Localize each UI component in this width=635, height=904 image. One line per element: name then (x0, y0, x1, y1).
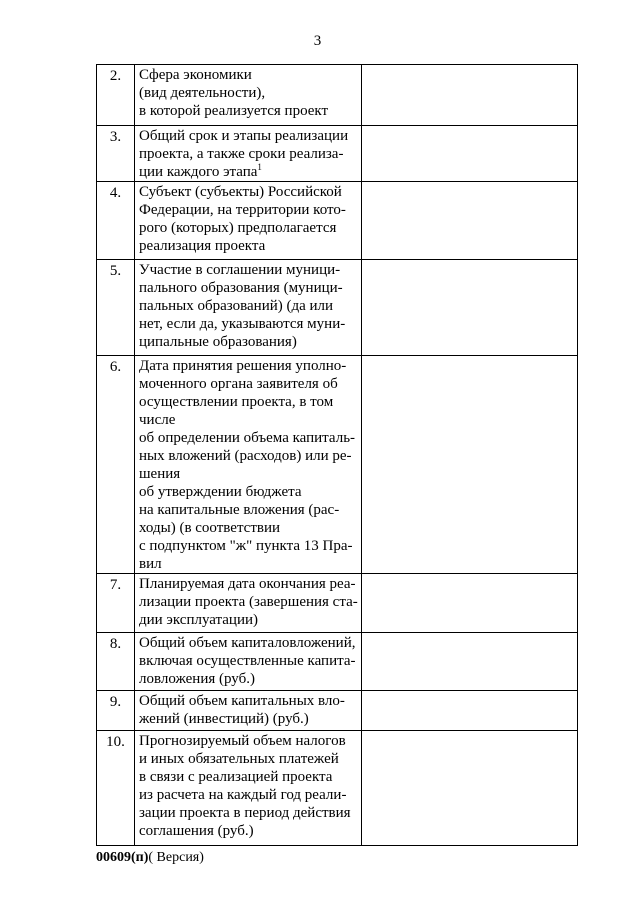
row-label-line (139, 183, 359, 201)
row-label-text: ции каждого этапа (139, 164, 258, 180)
row-number: 7. (97, 574, 135, 633)
row-label-line (139, 447, 359, 465)
row-label-text: ходы) (в соответствии (139, 520, 281, 536)
row-label-text: в связи с реализацией проекта (139, 769, 333, 785)
table-row (97, 356, 578, 574)
row-label-line (139, 634, 359, 652)
row-label-line (139, 465, 359, 483)
row-label-text: об определении объема капиталь- (139, 430, 356, 446)
row-label-text: нет, если да, указываются муни- (139, 316, 346, 332)
row-value-field[interactable] (362, 356, 578, 574)
row-label-line (139, 692, 359, 710)
row-label-text: Прогнозируемый объем налогов (139, 733, 346, 749)
row-label-text: (вид деятельности), (139, 85, 266, 101)
row-label (135, 691, 362, 731)
row-label-text: моченного органа заявителя об (139, 376, 338, 392)
row-label-line (139, 710, 359, 728)
row-label-text: соглашения (руб.) (139, 823, 254, 839)
row-label-text: лизации проекта (завершения ста- (139, 594, 358, 610)
row-label-text: жений (инвестиций) (руб.) (139, 711, 309, 727)
row-label-line (139, 315, 359, 333)
row-number: 9. (97, 691, 135, 731)
document-footer (96, 850, 204, 866)
row-label-line (139, 732, 359, 750)
row-label-line (139, 611, 359, 629)
row-value-field[interactable] (362, 691, 578, 731)
table-row (97, 182, 578, 260)
row-label-line (139, 102, 359, 120)
row-label-line (139, 279, 359, 297)
row-label-line (139, 483, 359, 501)
row-label-line (139, 786, 359, 804)
row-label-line (139, 145, 359, 163)
row-label-text: пального образования (муници- (139, 280, 343, 296)
row-label-text: числе (139, 412, 176, 428)
row-label-text: Планируемая дата окончания реа- (139, 576, 356, 592)
table-row (97, 65, 578, 126)
row-value-field[interactable] (362, 574, 578, 633)
row-label-line (139, 357, 359, 375)
row-number: 2. (97, 65, 135, 126)
row-label-text: ных вложений (расходов) или ре- (139, 448, 352, 464)
row-number: 10. (97, 731, 135, 846)
document-version: ( Версия) (148, 850, 204, 865)
table-row (97, 691, 578, 731)
row-label-text: Общий срок и этапы реализации (139, 128, 349, 144)
table-row (97, 126, 578, 182)
row-label-line (139, 375, 359, 393)
table-row (97, 574, 578, 633)
row-number: 8. (97, 633, 135, 691)
row-label-line (139, 201, 359, 219)
row-label-text: об утверждении бюджета (139, 484, 302, 500)
row-label-text: дии эксплуатации) (139, 612, 259, 628)
row-label-line (139, 393, 359, 411)
row-label (135, 126, 362, 182)
row-label-text: шения (139, 466, 181, 482)
row-label-text: ципальные образования) (139, 334, 297, 350)
row-label-text: из расчета на каждый год реали- (139, 787, 347, 803)
row-label (135, 574, 362, 633)
row-label (135, 356, 362, 574)
row-label-text: Сфера экономики (139, 67, 252, 83)
row-value-field[interactable] (362, 260, 578, 356)
row-label-line (139, 652, 359, 670)
row-label-text: реализация проекта (139, 238, 266, 254)
row-value-field[interactable] (362, 65, 578, 126)
row-label (135, 260, 362, 356)
row-label-line (139, 297, 359, 315)
row-label-text: на капитальные вложения (рас- (139, 502, 340, 518)
row-label-text: Федерации, на территории кото- (139, 202, 346, 218)
row-label-line (139, 411, 359, 429)
table-row (97, 731, 578, 846)
row-label-text: рого (которых) предполагается (139, 220, 337, 236)
table-row (97, 633, 578, 691)
row-label-line (139, 333, 359, 351)
row-label-line (139, 219, 359, 237)
row-label-line (139, 237, 359, 255)
row-label-line (139, 804, 359, 822)
row-label-text: пальных образований) (да или (139, 298, 334, 314)
row-value-field[interactable] (362, 182, 578, 260)
row-label-text: с подпунктом "ж" пункта 13 Пра- (139, 538, 353, 554)
footnote-marker: 1 (257, 162, 262, 172)
table-row (97, 260, 578, 356)
row-label-line (139, 501, 359, 519)
row-label-text: Дата принятия решения уполно- (139, 358, 347, 374)
row-label-line (139, 822, 359, 840)
row-label-text: включая осуществленные капита- (139, 653, 356, 669)
row-label-line (139, 127, 359, 145)
row-label-line (139, 84, 359, 102)
row-label-text: Субъект (субъекты) Российской (139, 184, 342, 200)
page-number: 3 (313, 33, 322, 49)
row-number: 5. (97, 260, 135, 356)
row-label-line (139, 429, 359, 447)
row-label-line (139, 593, 359, 611)
row-value-field[interactable] (362, 126, 578, 182)
row-label-line (139, 768, 359, 786)
table-body (97, 65, 578, 846)
row-number: 4. (97, 182, 135, 260)
document-code: 00609(п) (96, 850, 149, 865)
application-form-table (96, 64, 578, 846)
row-label-text: зации проекта в период действия (139, 805, 351, 821)
row-label-text: Участие в соглашении муници- (139, 262, 341, 278)
row-label-text: и иных обязательных платежей (139, 751, 339, 767)
row-label-text: Общий объем капитальных вло- (139, 693, 345, 709)
row-label-line (139, 519, 359, 537)
row-label-line (139, 670, 359, 688)
row-label (135, 633, 362, 691)
row-label-line (139, 750, 359, 768)
row-number: 3. (97, 126, 135, 182)
row-label (135, 731, 362, 846)
row-value-field[interactable] (362, 633, 578, 691)
row-label-line (139, 575, 359, 593)
row-label-text: ловложения (руб.) (139, 671, 255, 687)
row-label-text: проекта, а также сроки реализа- (139, 146, 344, 162)
row-label-text: осуществлении проекта, в том (139, 394, 334, 410)
row-label-line (139, 261, 359, 279)
row-label (135, 182, 362, 260)
row-label-line (139, 66, 359, 84)
row-number: 6. (97, 356, 135, 574)
row-label-text: Общий объем капиталовложений, (139, 635, 356, 651)
row-label-line (139, 163, 359, 181)
row-label-text: в которой реализуется проект (139, 103, 329, 119)
row-value-field[interactable] (362, 731, 578, 846)
row-label (135, 65, 362, 126)
row-label-line (139, 555, 359, 573)
row-label-text: вил (139, 556, 162, 572)
row-label-line (139, 537, 359, 555)
